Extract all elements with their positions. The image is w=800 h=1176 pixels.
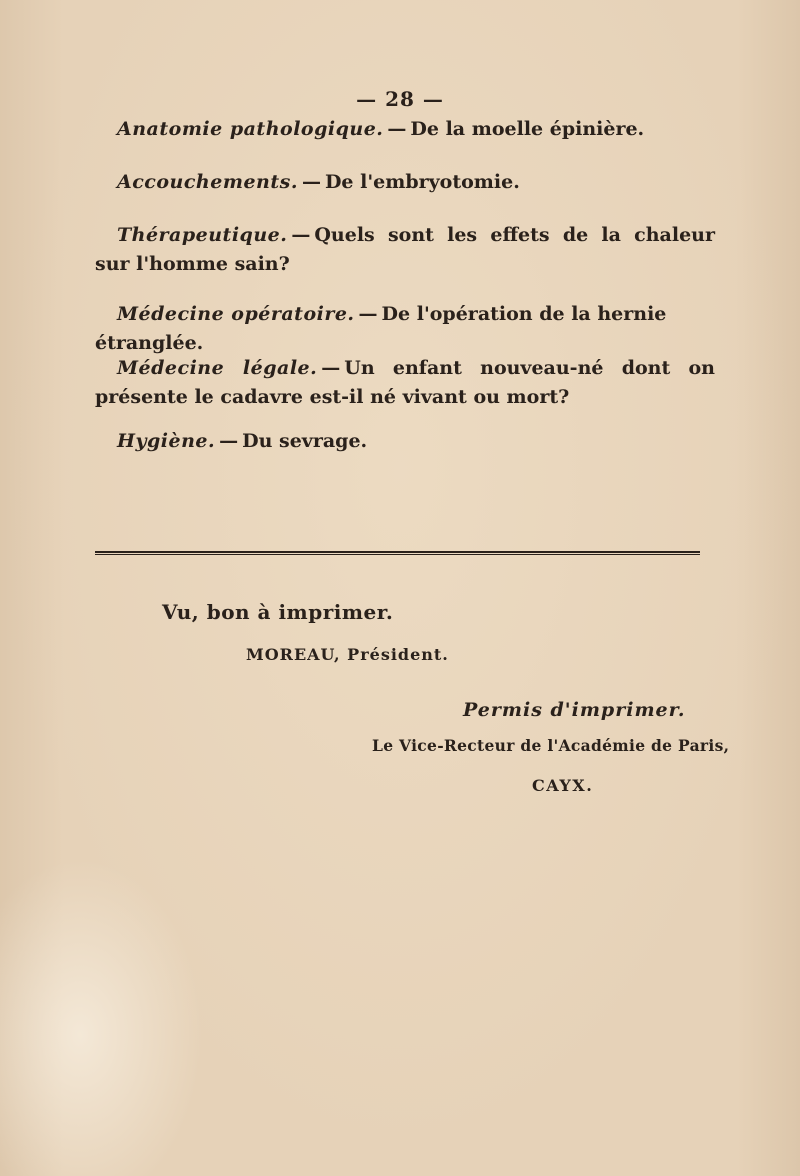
entry-subject: Accouchements. xyxy=(117,171,298,193)
exam-entry-medecine-legale xyxy=(95,354,715,412)
entry-text: Un enfant nouveau-né dont on présente le cadavre est-il né vivant ou mort? xyxy=(95,357,715,408)
exam-entry-anatomie xyxy=(95,115,715,144)
exam-entry-therapeutique xyxy=(95,221,715,279)
exam-entry-accouchements xyxy=(95,168,715,197)
approval-president: MOREAU, Président. xyxy=(246,645,449,664)
entry-text: Du sevrage. xyxy=(242,430,368,452)
entry-subject: Hygiène. xyxy=(117,430,216,452)
approval-recteur: Le Vice-Recteur de l'Académie de Paris, xyxy=(372,736,730,755)
entry-dash: — xyxy=(387,118,407,140)
approval-vu: Vu, bon à imprimer. xyxy=(162,600,394,624)
entry-text: Quels sont les effets de la chaleur sur l'homme sain? xyxy=(95,224,715,275)
double-rule-divider xyxy=(95,551,700,555)
entry-dash: — xyxy=(219,430,239,452)
entry-text: De l'embryotomie. xyxy=(324,171,520,193)
entry-dash: — xyxy=(321,357,341,379)
entry-subject: Médecine opératoire. xyxy=(117,303,355,325)
entry-text: De la moelle épinière. xyxy=(410,118,645,140)
entry-dash: — xyxy=(291,224,311,246)
page-number: — 28 — xyxy=(356,87,444,111)
entry-subject: Thérapeutique. xyxy=(117,224,288,246)
entry-subject: Médecine légale. xyxy=(117,357,318,379)
entry-text: De l'opération de la hernie étranglée. xyxy=(95,303,667,354)
entry-subject: Anatomie pathologique. xyxy=(117,118,384,140)
approval-signature: CAYX. xyxy=(532,776,594,795)
approval-permis: Permis d'imprimer. xyxy=(463,699,686,721)
exam-entry-hygiene xyxy=(95,427,715,456)
entry-dash: — xyxy=(358,303,378,325)
entry-dash: — xyxy=(301,171,321,193)
exam-entry-medecine-operatoire xyxy=(95,300,715,358)
